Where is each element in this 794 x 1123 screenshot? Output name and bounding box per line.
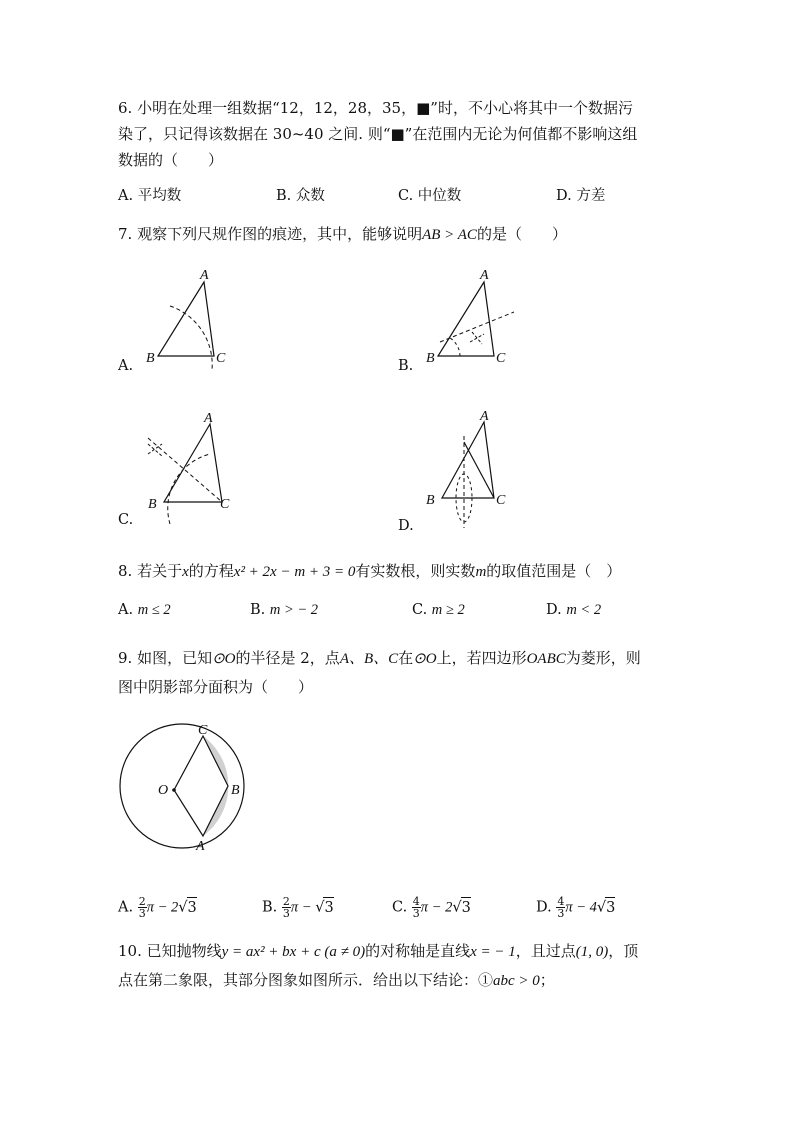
- q7-stem-suffix: 的是（ ）: [476, 225, 567, 243]
- q9-option-a: [118, 896, 197, 919]
- q6-line-1: 6. 小明在处理一组数据“12，12，28，35，■”时，不小心将其中一个数据污: [118, 99, 633, 117]
- q9-option-a-letter: A.: [118, 899, 134, 916]
- q7-figure-c: [140, 408, 250, 532]
- q9-option-c-den: 3: [412, 907, 420, 920]
- q9-line-2: 图中阴影部分面积为（ ）: [118, 678, 314, 696]
- q6-option-b: B. 众数: [276, 188, 325, 204]
- q7a-point-c: C: [216, 351, 226, 366]
- q7c-arc: [168, 454, 210, 524]
- q8-option-a: [118, 600, 171, 620]
- q10-prefix: 10. 已知抛物线: [118, 942, 222, 960]
- q8-option-b-math: m > − 2: [269, 602, 319, 618]
- q9-label-b: B: [231, 783, 240, 798]
- q6-option-c: C. 中位数: [398, 188, 462, 204]
- q7d-point-b: B: [426, 493, 435, 508]
- q7c-point-b: B: [148, 497, 157, 512]
- q9-option-c: [392, 896, 471, 919]
- q9-option-b-fraction: [282, 896, 291, 919]
- q7-figure-d: [420, 406, 530, 530]
- q7a-point-b: B: [146, 351, 155, 366]
- q9-option-a-rest: π − 2: [146, 899, 179, 916]
- q9-label-o: O: [158, 783, 169, 798]
- q8-equation: x² + 2x − m + 3 = 0: [233, 564, 356, 580]
- q9-option-c-num: 4: [412, 895, 420, 908]
- q8-option-b: [250, 600, 318, 620]
- q7-stem-math: AB > AC: [422, 227, 477, 243]
- q9-option-d: [536, 896, 615, 919]
- q9-option-a-den: 3: [138, 907, 146, 920]
- q8-option-c-math: m ≥ 2: [431, 602, 465, 618]
- q7-stem: [118, 224, 567, 245]
- q9-points: A、B、C: [339, 651, 399, 667]
- q10-point: (1, 0): [575, 944, 609, 960]
- q6-line-2: 染了，只记得该数据在 30~40 之间. 则“■”在范围内无论为何值都不影响这组: [118, 125, 638, 143]
- q7-label-d: D.: [398, 518, 414, 534]
- q7c-triangle: [164, 424, 222, 502]
- q9-option-d-den: 3: [557, 907, 565, 920]
- q9-mid1: 的半径是 2，点: [235, 649, 340, 667]
- q9-circle: [120, 724, 244, 848]
- q9-option-d-letter: D.: [536, 899, 552, 916]
- q7d-point-a: A: [480, 409, 489, 424]
- q7b-arc-marks: [470, 332, 484, 344]
- q9-option-b-num: 2: [282, 895, 290, 908]
- q6-option-a: A. 平均数: [118, 188, 182, 204]
- q8-stem-prefix: 8. 若关于: [118, 562, 183, 580]
- q9-mid2: 在: [398, 649, 414, 667]
- q8-var-m: m: [475, 564, 487, 580]
- q8-option-c: [412, 600, 465, 620]
- q7b-point-b: B: [426, 351, 435, 366]
- q9-label-a: A: [196, 839, 205, 854]
- q10-mid2: ，且过点: [515, 942, 576, 960]
- q9-rhombus: [174, 736, 228, 836]
- q10-suffix: ，顶: [608, 942, 639, 960]
- q7-figure-b: [420, 262, 530, 374]
- q9-option-d-root: 3: [605, 897, 615, 918]
- q9-prefix: 9. 如图，已知: [118, 649, 213, 667]
- q7c-point-c: C: [220, 497, 230, 512]
- q9-option-c-letter: C.: [392, 899, 408, 916]
- q9-option-d-fraction: [556, 896, 565, 919]
- q10-line-1: [118, 941, 638, 962]
- q8-option-d-math: m < 2: [566, 602, 602, 618]
- q10-line2-prefix: 点在第二象限，其部分图象如图所示．给出以下结论：①: [118, 971, 494, 989]
- q6-option-d: D. 方差: [556, 188, 606, 204]
- q7d-triangle: [442, 422, 494, 498]
- q8-option-b-letter: B.: [250, 602, 266, 618]
- q10-line2-suffix: ；: [539, 971, 555, 989]
- q10-axis: x = − 1: [470, 944, 516, 960]
- q9-option-a-num: 2: [138, 895, 146, 908]
- q7-figure-a: [140, 262, 250, 374]
- q9-mid3: 上，若四边形: [436, 649, 527, 667]
- q7-label-b: B.: [398, 358, 414, 374]
- q10-conclusion-1: abc > 0: [493, 973, 540, 989]
- q7-label-c: C.: [118, 512, 134, 528]
- q8-option-a-math: m ≤ 2: [137, 602, 171, 618]
- q9-line-1: [118, 648, 641, 669]
- q9-option-a-root: 3: [187, 897, 197, 918]
- q9-option-d-num: 4: [557, 895, 565, 908]
- q8-option-d-letter: D.: [546, 602, 562, 618]
- q8-option-a-letter: A.: [118, 602, 134, 618]
- q8-stem-suffix: 的取值范围是（ ）: [486, 562, 622, 580]
- q7a-point-a: A: [200, 268, 209, 283]
- q7c-point-a: A: [204, 411, 213, 426]
- q10-mid: 的对称轴是直线: [365, 942, 471, 960]
- q9-option-b-root: 3: [323, 897, 333, 918]
- q7a-arc: [170, 306, 212, 370]
- q8-stem: [118, 561, 621, 582]
- q9-circle-o-2: ⊙O: [413, 651, 437, 667]
- q7b-triangle: [438, 282, 494, 356]
- q9-option-d-root-sign: √: [596, 899, 607, 916]
- q9-center-point: [172, 788, 176, 792]
- q7-label-a: A.: [118, 358, 134, 374]
- q9-option-b-letter: B.: [262, 899, 278, 916]
- q9-option-a-root-sign: √: [178, 899, 188, 916]
- q7d-point-c: C: [496, 493, 506, 508]
- q7b-point-a: A: [480, 268, 489, 283]
- q9-label-c: C: [198, 723, 208, 738]
- q9-circle-o: ⊙O: [212, 651, 236, 667]
- q9-option-c-rest: π − 2: [420, 899, 453, 916]
- q10-line-2: [118, 970, 555, 991]
- q9-figure: [112, 722, 262, 856]
- q9-suffix: 为菱形，则: [565, 649, 641, 667]
- q9-shaded-region: [203, 736, 228, 836]
- q9-option-d-rest: π − 4: [565, 899, 597, 916]
- q8-option-c-letter: C.: [412, 602, 428, 618]
- q8-var-x: x: [182, 564, 189, 580]
- q7c-arc-marks: [148, 444, 162, 456]
- q9-option-b: [262, 896, 334, 919]
- q10-parabola: y = ax² + bx + c (a ≠ 0): [221, 944, 366, 960]
- q8-stem-mid2: 有实数根，则实数: [355, 562, 476, 580]
- q9-option-b-den: 3: [282, 907, 290, 920]
- q7c-bisector: [148, 438, 222, 502]
- q9-option-b-rest: π −: [290, 899, 316, 916]
- q8-stem-mid1: 的方程: [188, 562, 234, 580]
- q6-line-3: 数据的（ ）: [118, 151, 224, 169]
- q9-option-a-fraction: [138, 896, 147, 919]
- q7b-arc-1: [450, 338, 460, 356]
- q9-option-c-root-sign: √: [452, 899, 462, 916]
- q8-option-d: [546, 600, 601, 620]
- q7b-point-c: C: [496, 351, 506, 366]
- q9-option-b-root-sign: √: [315, 899, 325, 916]
- q7a-triangle: [158, 282, 214, 356]
- q7-stem-prefix: 7. 观察下列尺规作图的痕迹，其中，能够说明: [118, 225, 423, 243]
- q9-option-c-root: 3: [461, 897, 471, 918]
- q9-option-c-fraction: [412, 896, 421, 919]
- q7d-median: [464, 442, 494, 498]
- q9-quad: OABC: [526, 651, 566, 667]
